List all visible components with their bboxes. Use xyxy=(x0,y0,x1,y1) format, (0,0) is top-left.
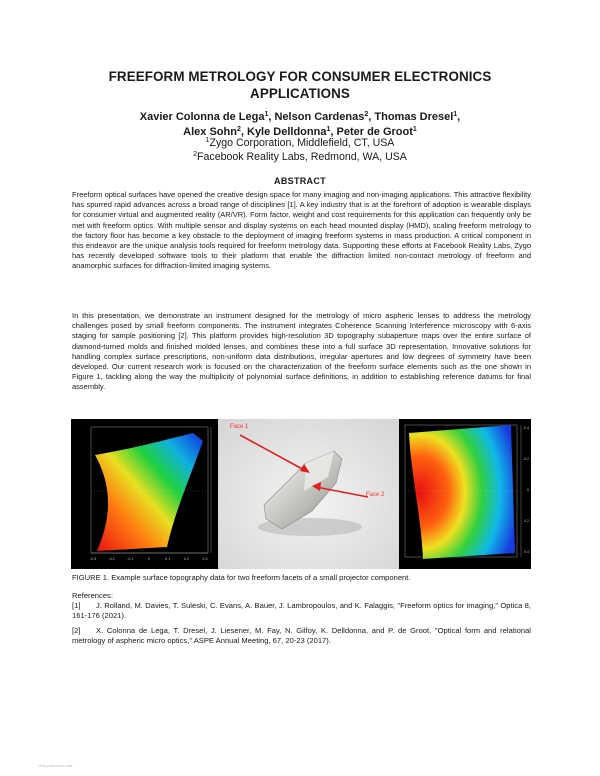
x-tick-label: 0.1 xyxy=(165,557,171,561)
author-name: Nelson Cardenas xyxy=(274,111,365,123)
affiliation-2 xyxy=(60,151,540,165)
x-tick-label: 0.3 xyxy=(202,557,208,561)
y-axis-tick-labels xyxy=(523,426,529,554)
affiliation-mark: 2 xyxy=(193,150,198,158)
author-separator: , xyxy=(368,111,375,123)
references-heading: References: xyxy=(72,591,113,600)
author-name: Thomas Dresel xyxy=(374,111,454,123)
figure-panel-left-topography xyxy=(71,419,218,569)
y-tick-label: -0.2 xyxy=(522,457,529,461)
label-face-2: Face 2 xyxy=(366,492,385,498)
x-axis-tick-labels xyxy=(90,557,208,561)
author-name: Peter de Groot xyxy=(336,125,413,138)
author-name: Alex Sohn xyxy=(183,125,237,138)
y-tick-label: 0.4 xyxy=(524,550,529,554)
y-tick-label: -0.4 xyxy=(522,426,529,430)
x-tick-label: 0 xyxy=(148,557,150,561)
x-tick-label: -0.1 xyxy=(127,557,134,561)
figure-panel-photo xyxy=(218,419,399,569)
author-line-1 xyxy=(60,110,540,125)
y-tick-label: 0.2 xyxy=(524,519,529,523)
author-separator: , xyxy=(240,125,247,138)
paper-title: FREEFORM METROLOGY FOR CONSUMER ELECTRONICS APPLICATIONS xyxy=(108,69,492,101)
x-tick-label: -0.3 xyxy=(89,557,97,561)
reference-item xyxy=(72,626,531,647)
affiliation-text: Facebook Reality Labs, Redmond, WA, USA xyxy=(197,150,407,163)
surface-height-map xyxy=(409,425,515,559)
component-photo xyxy=(218,419,399,569)
label-face-1: Face 1 xyxy=(230,424,249,430)
author-separator: , xyxy=(268,111,275,123)
reference-number: [1] xyxy=(72,601,81,610)
affiliation-1 xyxy=(60,137,540,151)
author-name: Kyle Delldonna xyxy=(247,125,327,138)
figure-caption: FIGURE 1. Example surface topography data for two freeform facets of a small projector component. xyxy=(72,573,411,582)
author-separator: , xyxy=(330,125,337,138)
topography-map-left xyxy=(71,419,218,569)
author-separator: , xyxy=(457,111,461,123)
abstract-paragraph-1: Freeform optical surfaces have opened the creative design space for many imaging and non-imaging applications. This attractive flexibility has spurred rapid advances across a broad range of disciplines [1]. A key industry that is at the forefront of adoption is wearable displays for consumer virtual and augmented reality (AR/VR). Form factor, weight and cost requirements for this application can frequently only be met with freeform optics. With multiple sensor and display systems on each head mounted display (HMD), scaling freeform metrology to the factory floor has become a key obstacle to the deployment of imaging freeform systems in mass production. A critical component in this endeavor are the unique analysis tools required for freeform metrology data. Supporting these efforts at Facebook Reality Labs, Zygo has recently developed software tools to their platform that enable the diffraction limited non-contact metrology of freeform and anamorphic surfaces for diffraction-limited imaging systems. xyxy=(72,190,531,271)
topography-map-right xyxy=(399,419,531,569)
affiliation-text: Zygo Corporation, Middlefield, CT, USA xyxy=(209,137,395,149)
abstract-heading: ABSTRACT xyxy=(274,176,326,186)
x-tick-label: 0.2 xyxy=(183,557,189,561)
author-affil-mark: 2 xyxy=(236,125,241,133)
footer-note: View publication stats xyxy=(38,764,73,768)
reference-text: J. Rolland, M. Davies, T. Suleski, C. Evans, A. Bauer, J. Lambropoulos, and K. Falaggis, "Freeform optics for imaging," Optica 8, 161-176 (2021). xyxy=(72,601,531,621)
x-tick-label: -0.2 xyxy=(108,557,115,561)
reference-text: X. Colonna de Lega, T. Dresel, J. Liesener, M. Fay, N. Gilfoy, K. Delldonna, and P. de Groot, "Optical form and relational metrology of aspheric micro optics," ASPE Annual Meeting, 67, 20-23 (2017). xyxy=(72,626,531,646)
figure-panel-right-topography xyxy=(399,419,531,569)
surface-height-map xyxy=(95,433,203,551)
author-affil-mark: 1 xyxy=(453,111,458,118)
y-tick-label: 0 xyxy=(527,488,529,492)
affiliation-mark: 1 xyxy=(205,137,210,144)
figure-1 xyxy=(71,419,531,569)
author-affil-mark: 1 xyxy=(412,125,417,133)
reference-number: [2] xyxy=(72,626,81,635)
author-affil-mark: 1 xyxy=(326,125,331,133)
author-name: Xavier Colonna de Lega xyxy=(139,111,265,123)
abstract-paragraph-2: In this presentation, we demonstrate an instrument designed for the metrology of micro aspheric lenses to address the metrology challenges posed by small freeform components. The instrument integrates Coherence Scanning Interference microscopy with 6-axis staging for sample positioning [2]. This platform provides high-resolution 3D topography subaperture maps over the entire surface of diamond-turned molds and finished molded lenses, and combines these into a full surface 3D representation. Innovative solutions for handling complex surface prescriptions, non-uniform data distributions, irregular apertures and low degrees of symmetry have been developed. Our current research work is focused on the characterization of the freeform surface elements such as the one shown in Figure 1, tackling along the way the multiplicity of polynomial surface definitions, in addition to establishing reference datums for final assembly. xyxy=(72,311,531,392)
author-affil-mark: 1 xyxy=(264,111,269,118)
reference-item xyxy=(72,601,531,622)
author-list xyxy=(60,110,540,139)
author-affil-mark: 2 xyxy=(364,111,369,118)
affiliation-list xyxy=(60,137,540,164)
